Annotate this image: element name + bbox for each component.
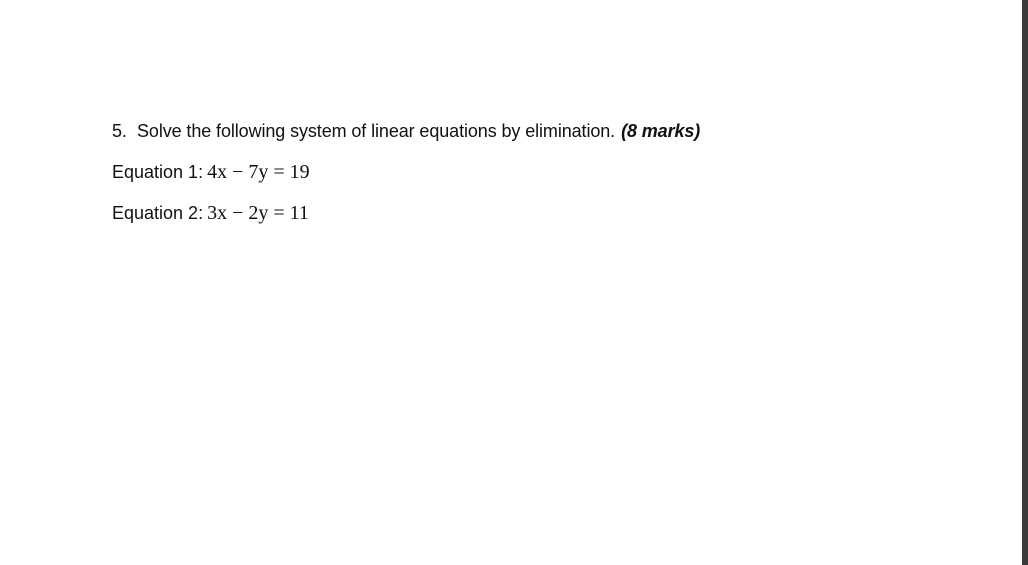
equation-2-expression: 3x − 2y = 11 <box>207 202 309 224</box>
question-number: 5. <box>112 121 127 141</box>
equation-1-label: Equation 1: <box>112 162 204 182</box>
equation-2-label: Equation 2: <box>112 203 204 223</box>
question-prompt <box>112 121 700 142</box>
equation-1 <box>112 161 310 184</box>
question-text: Solve the following system of linear equations by elimination. <box>137 121 616 141</box>
window-edge <box>1022 0 1028 565</box>
marks-label: (8 marks) <box>621 121 701 141</box>
equation-1-expression: 4x − 7y = 19 <box>207 161 310 183</box>
equation-2 <box>112 202 309 225</box>
